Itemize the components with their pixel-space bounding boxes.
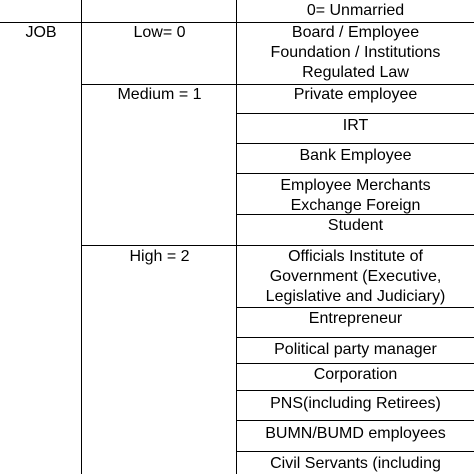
level-low: Low= 0 bbox=[133, 24, 186, 41]
item-divider bbox=[237, 143, 474, 144]
level-high: High = 2 bbox=[129, 248, 190, 265]
job-item: Civil Servants (including bbox=[270, 455, 441, 472]
item-divider bbox=[237, 307, 474, 308]
item-divider bbox=[237, 363, 474, 364]
job-item: Exchange Foreign bbox=[290, 197, 421, 214]
job-item: Foundation / Institutions bbox=[270, 44, 441, 61]
job-item: PNS(including Retirees) bbox=[270, 395, 441, 412]
job-item: Political party manager bbox=[274, 341, 437, 358]
job-item: Student bbox=[327, 217, 384, 234]
job-item: IRT bbox=[342, 117, 369, 134]
job-item: Legislative and Judiciary) bbox=[265, 288, 446, 305]
row-divider-high bbox=[82, 245, 474, 246]
item-divider bbox=[237, 173, 474, 174]
job-item: Officials Institute of bbox=[288, 248, 423, 265]
job-item: Regulated Law bbox=[302, 64, 409, 81]
item-divider bbox=[237, 420, 474, 421]
job-item: Employee Merchants bbox=[280, 177, 431, 194]
job-item: Government (Executive, bbox=[269, 268, 442, 285]
job-label: JOB bbox=[25, 24, 57, 41]
job-item: BUMN/BUMD employees bbox=[265, 425, 446, 442]
job-item: Entrepreneur bbox=[308, 310, 403, 327]
item-divider bbox=[237, 390, 474, 391]
item-divider bbox=[237, 337, 474, 338]
item-divider bbox=[237, 113, 474, 114]
col-divider-1 bbox=[81, 0, 82, 474]
job-item: Bank Employee bbox=[299, 147, 412, 164]
job-item: Private employee bbox=[293, 86, 418, 103]
level-medium: Medium = 1 bbox=[117, 86, 202, 103]
prev-status-cell: 0= Unmarried bbox=[306, 2, 405, 19]
job-item: Board / Employee bbox=[291, 24, 420, 41]
item-divider bbox=[237, 451, 474, 452]
job-item: Corporation bbox=[313, 366, 398, 383]
